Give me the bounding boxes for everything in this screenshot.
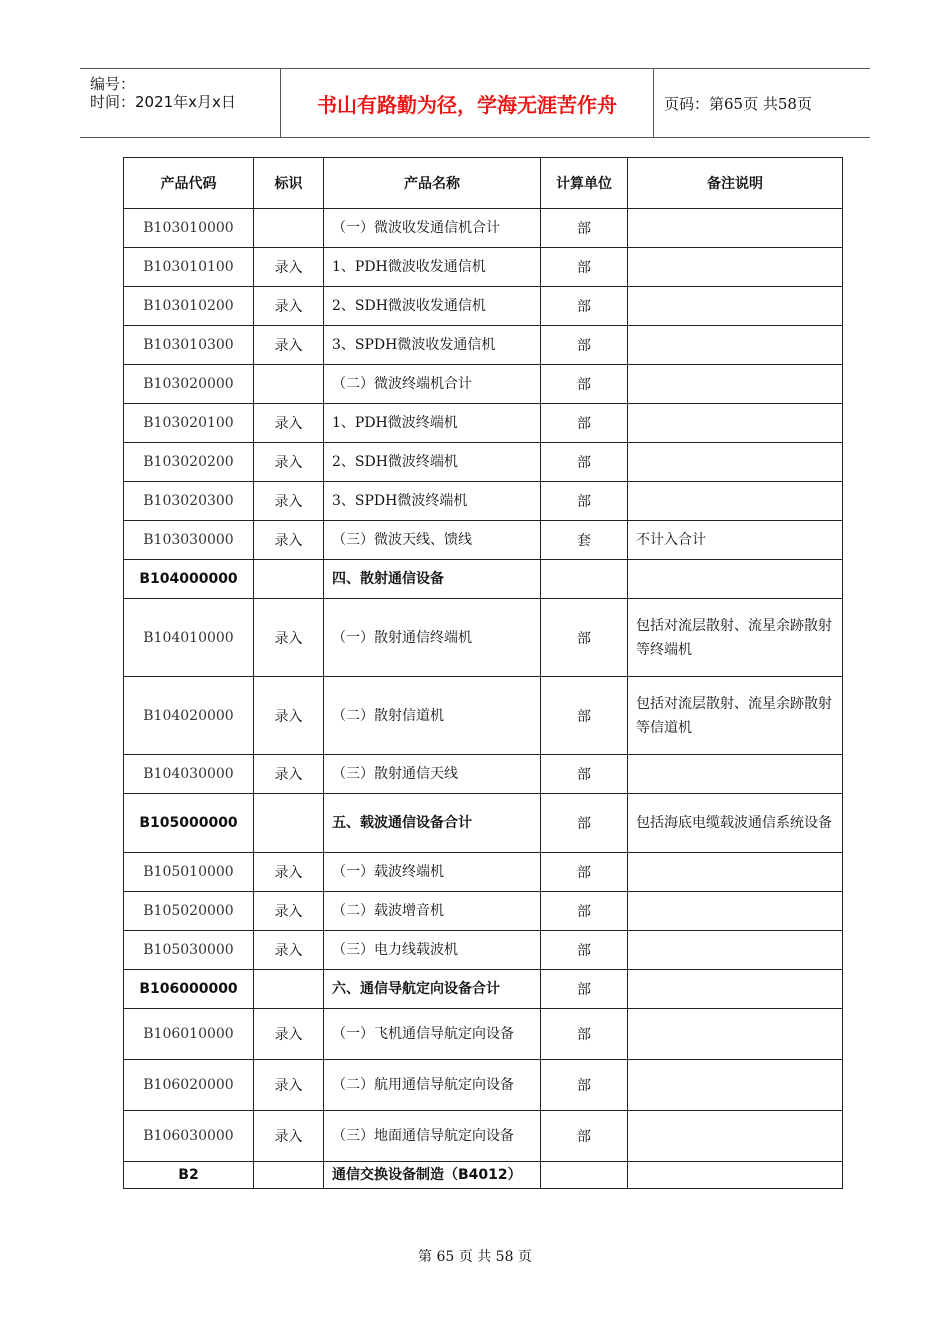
cell-flag: 录入 <box>254 599 324 677</box>
cell-name: 2、SDH微波终端机 <box>324 443 541 482</box>
cell-code: B105010000 <box>124 853 254 892</box>
cell-name: 五、载波通信设备合计 <box>324 794 541 853</box>
cell-note <box>628 1060 843 1111</box>
cell-code: B106030000 <box>124 1111 254 1162</box>
cell-name: （二）散射信道机 <box>324 677 541 755</box>
cell-flag <box>254 970 324 1009</box>
cell-name: 通信交换设备制造（B4012） <box>324 1162 541 1189</box>
cell-name: （一）载波终端机 <box>324 853 541 892</box>
cell-note <box>628 482 843 521</box>
cell-code: B103020100 <box>124 404 254 443</box>
cell-code: B103010000 <box>124 209 254 248</box>
header-motto: 书山有路勤为径，学海无涯苦作舟 <box>281 69 654 137</box>
cell-flag: 录入 <box>254 482 324 521</box>
cell-unit <box>541 560 628 599</box>
col-header-name: 产品名称 <box>324 158 541 209</box>
cell-flag: 录入 <box>254 1009 324 1060</box>
cell-flag <box>254 560 324 599</box>
table-row <box>124 287 843 326</box>
cell-name: 六、通信导航定向设备合计 <box>324 970 541 1009</box>
table-row <box>124 755 843 794</box>
cell-flag <box>254 365 324 404</box>
table-row <box>124 365 843 404</box>
table-row <box>124 677 843 755</box>
cell-code: B103020300 <box>124 482 254 521</box>
cell-note <box>628 365 843 404</box>
cell-unit: 部 <box>541 892 628 931</box>
cell-name: （二）航用通信导航定向设备 <box>324 1060 541 1111</box>
cell-note: 包括对流层散射、流星余跡散射等终端机 <box>628 599 843 677</box>
cell-note: 包括对流层散射、流星余跡散射等信道机 <box>628 677 843 755</box>
cell-name: 3、SPDH微波终端机 <box>324 482 541 521</box>
col-header-note: 备注说明 <box>628 158 843 209</box>
page-header <box>80 68 870 138</box>
cell-flag: 录入 <box>254 404 324 443</box>
cell-flag: 录入 <box>254 287 324 326</box>
table-row <box>124 794 843 853</box>
cell-note: 包括海底电缆载波通信系统设备 <box>628 794 843 853</box>
cell-code: B104030000 <box>124 755 254 794</box>
table-row <box>124 853 843 892</box>
cell-note <box>628 970 843 1009</box>
col-header-code: 产品代码 <box>124 158 254 209</box>
cell-unit: 部 <box>541 794 628 853</box>
cell-flag: 录入 <box>254 931 324 970</box>
cell-unit: 部 <box>541 482 628 521</box>
cell-flag: 录入 <box>254 1060 324 1111</box>
cell-flag: 录入 <box>254 443 324 482</box>
cell-name: 2、SDH微波收发通信机 <box>324 287 541 326</box>
cell-name: （一）微波收发通信机合计 <box>324 209 541 248</box>
cell-unit: 部 <box>541 404 628 443</box>
product-table <box>123 157 843 1189</box>
cell-unit: 部 <box>541 287 628 326</box>
cell-code: B2 <box>124 1162 254 1189</box>
cell-unit: 部 <box>541 365 628 404</box>
cell-unit: 部 <box>541 599 628 677</box>
cell-code: B103010100 <box>124 248 254 287</box>
cell-note <box>628 560 843 599</box>
cell-unit: 套 <box>541 521 628 560</box>
cell-name: （二）载波增音机 <box>324 892 541 931</box>
cell-note <box>628 892 843 931</box>
table-row <box>124 1111 843 1162</box>
cell-flag: 录入 <box>254 248 324 287</box>
cell-note <box>628 443 843 482</box>
cell-unit: 部 <box>541 853 628 892</box>
cell-name: 1、PDH微波终端机 <box>324 404 541 443</box>
cell-note <box>628 931 843 970</box>
cell-code: B106000000 <box>124 970 254 1009</box>
cell-unit: 部 <box>541 755 628 794</box>
cell-code: B104010000 <box>124 599 254 677</box>
cell-name: （二）微波终端机合计 <box>324 365 541 404</box>
col-header-flag: 标识 <box>254 158 324 209</box>
cell-name: 四、散射通信设备 <box>324 560 541 599</box>
table-row <box>124 326 843 365</box>
cell-flag: 录入 <box>254 892 324 931</box>
cell-note <box>628 1162 843 1189</box>
cell-unit: 部 <box>541 248 628 287</box>
cell-code: B105020000 <box>124 892 254 931</box>
table-row <box>124 209 843 248</box>
cell-note <box>628 287 843 326</box>
cell-code: B103020200 <box>124 443 254 482</box>
cell-note <box>628 209 843 248</box>
cell-code: B104000000 <box>124 560 254 599</box>
table-row <box>124 1009 843 1060</box>
cell-code: B104020000 <box>124 677 254 755</box>
cell-flag: 录入 <box>254 677 324 755</box>
cell-flag: 录入 <box>254 326 324 365</box>
cell-unit: 部 <box>541 209 628 248</box>
cell-unit: 部 <box>541 677 628 755</box>
cell-note <box>628 326 843 365</box>
cell-name: （三）地面通信导航定向设备 <box>324 1111 541 1162</box>
cell-flag <box>254 209 324 248</box>
table-row <box>124 931 843 970</box>
cell-name: （一）散射通信终端机 <box>324 599 541 677</box>
cell-unit: 部 <box>541 970 628 1009</box>
table-row <box>124 443 843 482</box>
table-row <box>124 599 843 677</box>
cell-name: 3、SPDH微波收发通信机 <box>324 326 541 365</box>
cell-unit: 部 <box>541 326 628 365</box>
table-row <box>124 560 843 599</box>
cell-unit <box>541 1162 628 1189</box>
cell-unit: 部 <box>541 1009 628 1060</box>
cell-flag: 录入 <box>254 1111 324 1162</box>
cell-note <box>628 1009 843 1060</box>
table-row <box>124 248 843 287</box>
table-header-row <box>124 158 843 209</box>
cell-code: B105030000 <box>124 931 254 970</box>
cell-flag: 录入 <box>254 853 324 892</box>
col-header-unit: 计算单位 <box>541 158 628 209</box>
cell-code: B105000000 <box>124 794 254 853</box>
cell-code: B103020000 <box>124 365 254 404</box>
cell-code: B106010000 <box>124 1009 254 1060</box>
cell-name: 1、PDH微波收发通信机 <box>324 248 541 287</box>
cell-code: B106020000 <box>124 1060 254 1111</box>
table-row <box>124 482 843 521</box>
table-row <box>124 1060 843 1111</box>
table-row <box>124 970 843 1009</box>
table-row <box>124 1162 843 1189</box>
doc-time-label: 时间：2021年x月x日 <box>90 93 236 111</box>
cell-unit: 部 <box>541 1060 628 1111</box>
cell-name: （三）散射通信天线 <box>324 755 541 794</box>
cell-name: （三）电力线载波机 <box>324 931 541 970</box>
cell-flag: 录入 <box>254 755 324 794</box>
cell-note <box>628 404 843 443</box>
cell-flag <box>254 794 324 853</box>
cell-code: B103010300 <box>124 326 254 365</box>
cell-unit: 部 <box>541 931 628 970</box>
cell-flag: 录入 <box>254 521 324 560</box>
cell-name: （三）微波天线、馈线 <box>324 521 541 560</box>
table-row <box>124 404 843 443</box>
table-row <box>124 892 843 931</box>
table-row <box>124 521 843 560</box>
cell-code: B103030000 <box>124 521 254 560</box>
header-meta <box>80 69 281 137</box>
cell-note <box>628 755 843 794</box>
cell-code: B103010200 <box>124 287 254 326</box>
cell-name: （一）飞机通信导航定向设备 <box>324 1009 541 1060</box>
cell-unit: 部 <box>541 1111 628 1162</box>
cell-flag <box>254 1162 324 1189</box>
header-page-info: 页码：第65页 共58页 <box>664 94 812 113</box>
cell-note <box>628 853 843 892</box>
doc-number-label: 编号： <box>90 75 136 93</box>
cell-note: 不计入合计 <box>628 521 843 560</box>
cell-unit: 部 <box>541 443 628 482</box>
page-footer: 第 65 页 共 58 页 <box>418 1249 532 1265</box>
cell-note <box>628 248 843 287</box>
cell-note <box>628 1111 843 1162</box>
